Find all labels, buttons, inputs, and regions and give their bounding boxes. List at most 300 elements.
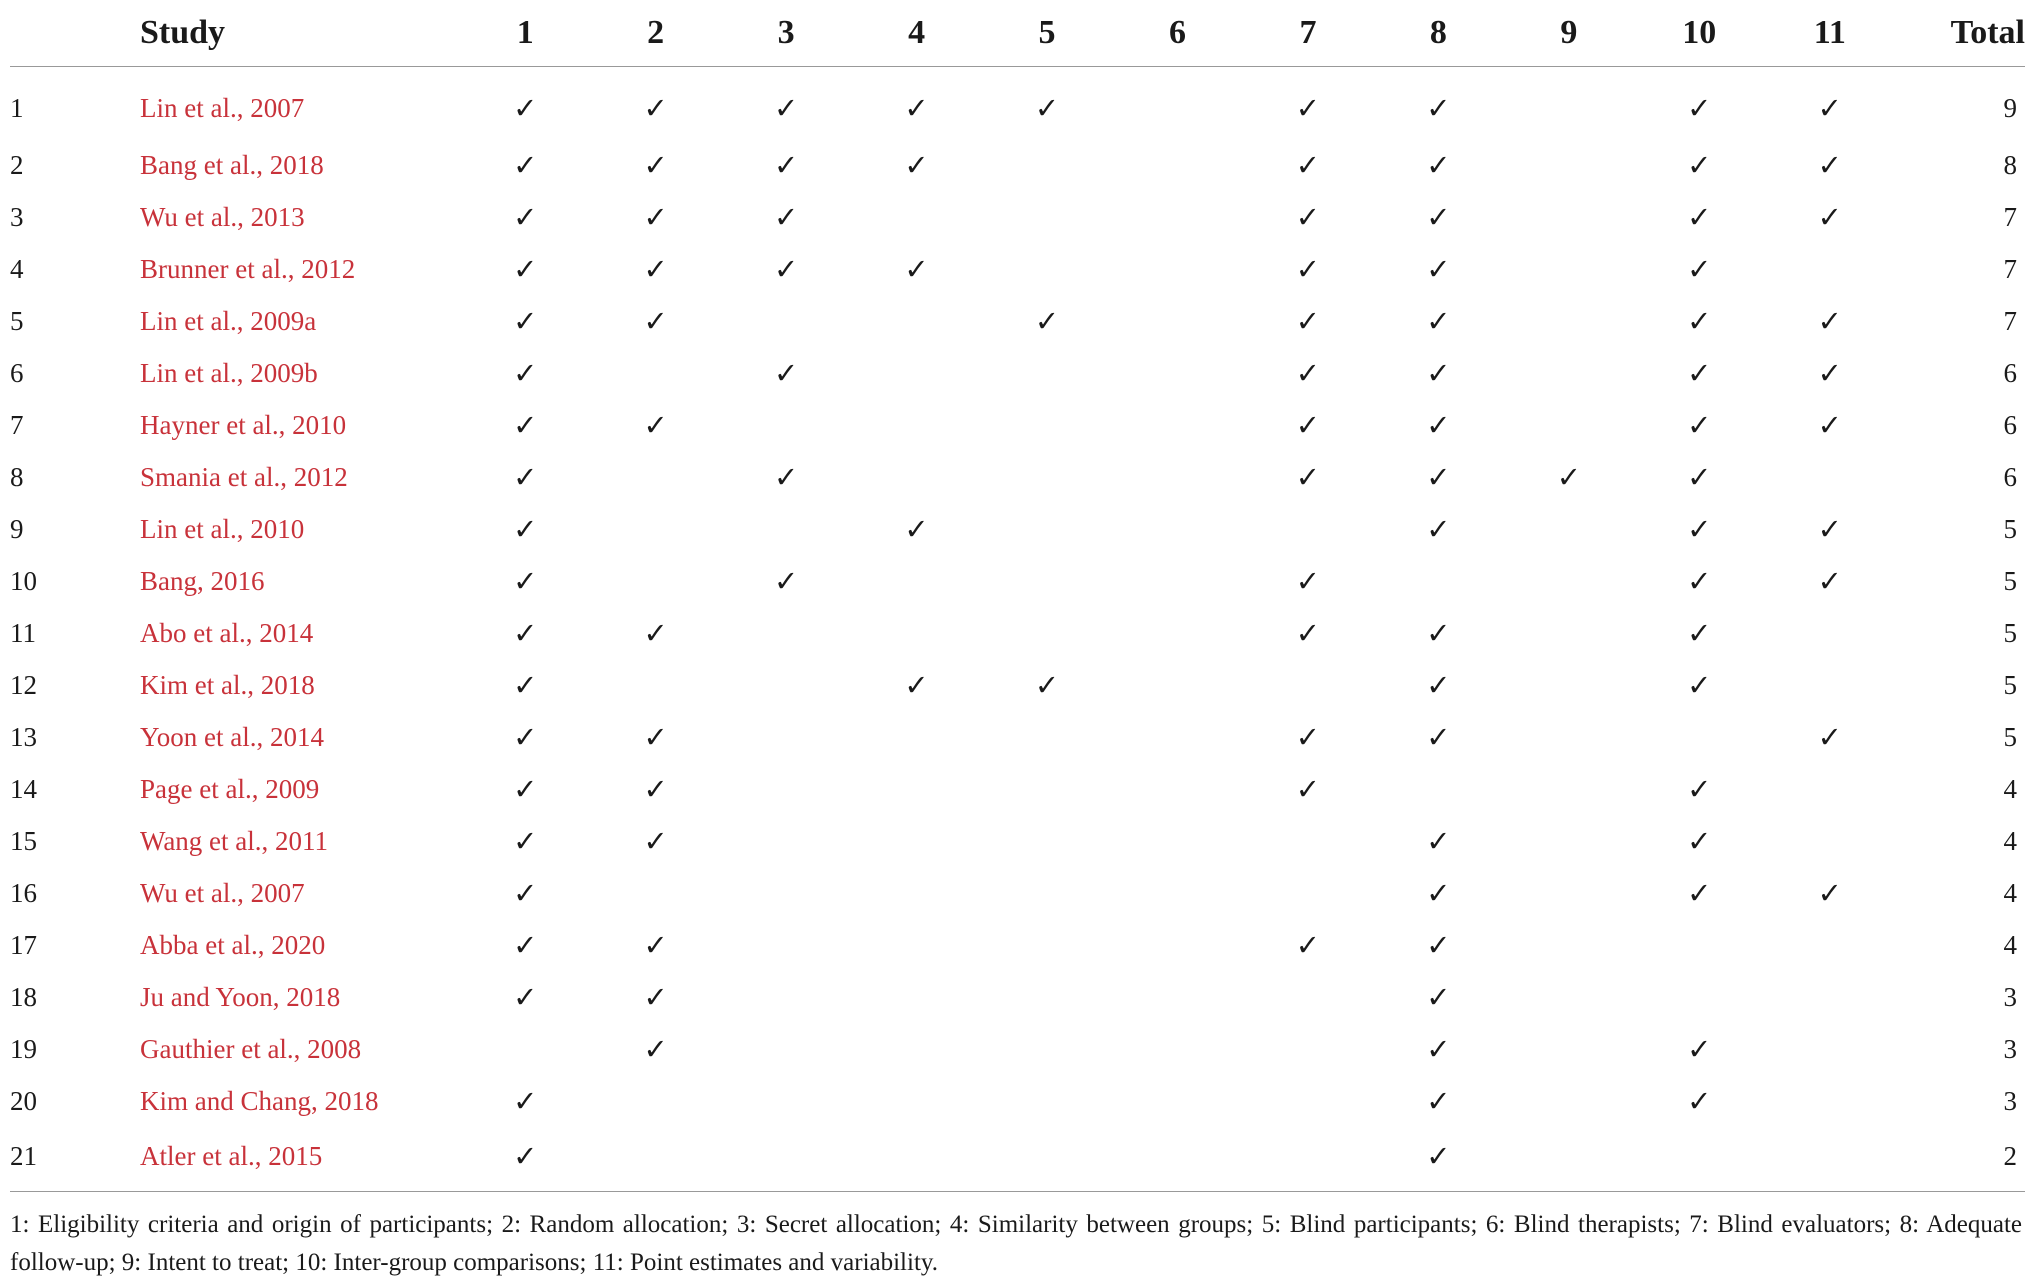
row-number: 7 bbox=[10, 409, 24, 440]
criterion-4-cell bbox=[851, 1075, 981, 1127]
table-footnote: 1: Eligibility criteria and origin of participants; 2: Random allocation; 3: Secret allocation; 4: Similarity between groups; 5: Blind participants; 6: Blind therapists; 7: Blind evaluators; 8: Adequate follow-up; 9: Intent to treat; 10: Inter-group comparisons; 11: Point estimates and variability. bbox=[10, 1211, 2022, 1276]
criterion-11-cell bbox=[1765, 1075, 1895, 1127]
study-cell bbox=[140, 971, 460, 1023]
criterion-2-cell bbox=[590, 815, 720, 867]
checkmark-icon: ✓ bbox=[513, 408, 538, 442]
criterion-11-cell bbox=[1765, 555, 1895, 607]
study-citation-link[interactable]: Page et al., 2009 bbox=[140, 773, 320, 804]
checkmark-icon: ✓ bbox=[1295, 616, 1321, 650]
criterion-3-cell bbox=[721, 451, 851, 503]
criterion-9-cell bbox=[1504, 191, 1634, 243]
header-study: Study bbox=[140, 0, 460, 67]
checkmark-icon: ✓ bbox=[1817, 356, 1842, 390]
criterion-2-cell bbox=[590, 1023, 720, 1075]
study-citation-link[interactable]: Lin et al., 2010 bbox=[140, 513, 305, 544]
criterion-10-cell bbox=[1634, 67, 1764, 140]
checkmark-icon: ✓ bbox=[1817, 91, 1842, 125]
criterion-10-cell bbox=[1634, 607, 1764, 659]
criterion-1-cell bbox=[460, 607, 590, 659]
criterion-2-cell bbox=[590, 971, 720, 1023]
criterion-2-cell bbox=[590, 1127, 720, 1192]
criterion-3-cell bbox=[721, 659, 851, 711]
checkmark-icon: ✓ bbox=[513, 772, 538, 806]
checkmark-icon: ✓ bbox=[1426, 928, 1451, 962]
criterion-8-cell bbox=[1373, 503, 1503, 555]
criterion-3-cell bbox=[721, 139, 851, 191]
criterion-10-cell bbox=[1634, 659, 1764, 711]
checkmark-icon: ✓ bbox=[1687, 148, 1712, 182]
criterion-7-cell bbox=[1243, 763, 1373, 815]
study-citation-link[interactable]: Lin et al., 2009b bbox=[140, 357, 318, 388]
criterion-3-cell bbox=[721, 815, 851, 867]
criterion-7-cell bbox=[1243, 243, 1373, 295]
criterion-7-cell bbox=[1243, 451, 1373, 503]
row-number: 8 bbox=[10, 461, 24, 492]
criterion-1-cell bbox=[460, 711, 590, 763]
row-number: 12 bbox=[10, 669, 37, 700]
criterion-7-cell bbox=[1243, 711, 1373, 763]
checkmark-icon: ✓ bbox=[513, 720, 538, 754]
checkmark-icon: ✓ bbox=[1687, 1084, 1712, 1118]
row-total: 8 bbox=[2003, 149, 2017, 180]
checkmark-icon: ✓ bbox=[513, 1139, 538, 1173]
checkmark-icon: ✓ bbox=[1426, 824, 1451, 858]
criterion-2-cell bbox=[590, 399, 720, 451]
table-row bbox=[10, 399, 2025, 451]
table-row bbox=[10, 1075, 2025, 1127]
criterion-4-cell bbox=[851, 919, 981, 971]
criterion-6-cell bbox=[1112, 1075, 1242, 1127]
study-citation-link[interactable]: Bang et al., 2018 bbox=[140, 149, 324, 180]
checkmark-icon: ✓ bbox=[1426, 720, 1451, 754]
checkmark-icon: ✓ bbox=[1687, 772, 1712, 806]
criterion-5-cell bbox=[982, 815, 1112, 867]
criterion-7-cell bbox=[1243, 555, 1373, 607]
study-citation-link[interactable]: Kim et al., 2018 bbox=[140, 669, 315, 700]
row-number: 15 bbox=[10, 825, 37, 856]
checkmark-icon: ✓ bbox=[773, 460, 799, 494]
study-citation-link[interactable]: Wu et al., 2007 bbox=[140, 877, 305, 908]
criterion-4-cell bbox=[851, 347, 981, 399]
criterion-1-cell bbox=[460, 139, 590, 191]
checkmark-icon: ✓ bbox=[1817, 200, 1842, 234]
study-cell bbox=[140, 347, 460, 399]
criterion-6-cell bbox=[1112, 191, 1242, 243]
criterion-3-cell bbox=[721, 1075, 851, 1127]
criterion-5-cell bbox=[982, 763, 1112, 815]
criterion-6-cell bbox=[1112, 867, 1242, 919]
header-criterion-9: 9 bbox=[1504, 0, 1634, 67]
criterion-11-cell bbox=[1765, 399, 1895, 451]
checkmark-icon: ✓ bbox=[1817, 876, 1842, 910]
criterion-7-cell bbox=[1243, 399, 1373, 451]
checkmark-icon: ✓ bbox=[643, 408, 668, 442]
criterion-7-cell bbox=[1243, 295, 1373, 347]
criterion-8-cell bbox=[1373, 347, 1503, 399]
criterion-1-cell bbox=[460, 67, 590, 140]
criterion-4-cell bbox=[851, 815, 981, 867]
checkmark-icon: ✓ bbox=[1295, 304, 1321, 338]
criterion-8-cell bbox=[1373, 919, 1503, 971]
criterion-4-cell bbox=[851, 503, 981, 555]
criterion-2-cell bbox=[590, 659, 720, 711]
row-total: 4 bbox=[2003, 877, 2017, 908]
criterion-7-cell bbox=[1243, 919, 1373, 971]
table-row bbox=[10, 971, 2025, 1023]
criterion-3-cell bbox=[721, 867, 851, 919]
checkmark-icon: ✓ bbox=[1426, 616, 1451, 650]
checkmark-icon: ✓ bbox=[1817, 408, 1842, 442]
checkmark-icon: ✓ bbox=[1687, 408, 1712, 442]
criterion-1-cell bbox=[460, 1075, 590, 1127]
criterion-1-cell bbox=[460, 503, 590, 555]
criterion-9-cell bbox=[1504, 763, 1634, 815]
checkmark-icon: ✓ bbox=[904, 512, 929, 546]
checkmark-icon: ✓ bbox=[1687, 668, 1712, 702]
checkmark-icon: ✓ bbox=[1295, 148, 1321, 182]
checkmark-icon: ✓ bbox=[643, 304, 668, 338]
checkmark-icon: ✓ bbox=[1817, 564, 1842, 598]
criterion-6-cell bbox=[1112, 659, 1242, 711]
table-row bbox=[10, 815, 2025, 867]
table-row bbox=[10, 555, 2025, 607]
checkmark-icon: ✓ bbox=[904, 148, 929, 182]
study-cell bbox=[140, 191, 460, 243]
criterion-7-cell bbox=[1243, 139, 1373, 191]
criterion-8-cell bbox=[1373, 67, 1503, 140]
study-citation-link[interactable]: Wang et al., 2011 bbox=[140, 825, 329, 856]
criterion-2-cell bbox=[590, 191, 720, 243]
row-total: 6 bbox=[2003, 409, 2017, 440]
criterion-2-cell bbox=[590, 295, 720, 347]
criterion-11-cell bbox=[1765, 659, 1895, 711]
criterion-6-cell bbox=[1112, 1023, 1242, 1075]
checkmark-icon: ✓ bbox=[1295, 928, 1321, 962]
checkmark-icon: ✓ bbox=[643, 91, 668, 125]
table-row bbox=[10, 763, 2025, 815]
checkmark-icon: ✓ bbox=[513, 356, 538, 390]
row-number: 19 bbox=[10, 1033, 37, 1064]
criterion-11-cell bbox=[1765, 139, 1895, 191]
criterion-9-cell bbox=[1504, 139, 1634, 191]
checkmark-icon: ✓ bbox=[1687, 564, 1712, 598]
criterion-6-cell bbox=[1112, 451, 1242, 503]
checkmark-icon: ✓ bbox=[513, 1084, 538, 1118]
criterion-8-cell bbox=[1373, 555, 1503, 607]
table-body bbox=[10, 67, 2025, 1192]
criterion-6-cell bbox=[1112, 1127, 1242, 1192]
row-total: 7 bbox=[2003, 253, 2017, 284]
checkmark-icon: ✓ bbox=[513, 91, 538, 125]
criterion-1-cell bbox=[460, 347, 590, 399]
criterion-5-cell bbox=[982, 607, 1112, 659]
checkmark-icon: ✓ bbox=[513, 148, 538, 182]
criterion-2-cell bbox=[590, 139, 720, 191]
criterion-6-cell bbox=[1112, 711, 1242, 763]
row-total: 7 bbox=[2003, 201, 2017, 232]
study-citation-link[interactable]: Bang, 2016 bbox=[140, 565, 265, 596]
criterion-10-cell bbox=[1634, 1023, 1764, 1075]
criterion-11-cell bbox=[1765, 451, 1895, 503]
criterion-8-cell bbox=[1373, 607, 1503, 659]
criterion-4-cell bbox=[851, 607, 981, 659]
criterion-11-cell bbox=[1765, 295, 1895, 347]
checkmark-icon: ✓ bbox=[643, 720, 668, 754]
checkmark-icon: ✓ bbox=[1426, 1084, 1451, 1118]
criterion-4-cell bbox=[851, 867, 981, 919]
checkmark-icon: ✓ bbox=[1687, 200, 1712, 234]
table-row bbox=[10, 1023, 2025, 1075]
header-criterion-4: 4 bbox=[851, 0, 981, 67]
criterion-10-cell bbox=[1634, 867, 1764, 919]
checkmark-icon: ✓ bbox=[773, 356, 799, 390]
row-total: 5 bbox=[2003, 513, 2017, 544]
checkmark-icon: ✓ bbox=[513, 668, 538, 702]
study-citation-link[interactable]: Brunner et al., 2012 bbox=[140, 253, 356, 284]
criterion-11-cell bbox=[1765, 867, 1895, 919]
study-cell bbox=[140, 607, 460, 659]
criterion-11-cell bbox=[1765, 503, 1895, 555]
criterion-8-cell bbox=[1373, 139, 1503, 191]
checkmark-icon: ✓ bbox=[1426, 200, 1451, 234]
criterion-4-cell bbox=[851, 139, 981, 191]
criterion-3-cell bbox=[721, 295, 851, 347]
checkmark-icon: ✓ bbox=[1295, 408, 1321, 442]
row-number: 17 bbox=[10, 929, 37, 960]
checkmark-icon: ✓ bbox=[1295, 252, 1321, 286]
checkmark-icon: ✓ bbox=[773, 148, 799, 182]
criterion-7-cell bbox=[1243, 659, 1373, 711]
row-total: 2 bbox=[1895, 1127, 2025, 1192]
criterion-9-cell bbox=[1504, 1127, 1634, 1192]
criterion-1-cell bbox=[460, 919, 590, 971]
checkmark-icon: ✓ bbox=[904, 91, 929, 125]
criterion-7-cell bbox=[1243, 1127, 1373, 1192]
row-number: 3 bbox=[10, 201, 24, 232]
criterion-9-cell bbox=[1504, 867, 1634, 919]
checkmark-icon: ✓ bbox=[643, 928, 668, 962]
criterion-6-cell bbox=[1112, 243, 1242, 295]
criterion-1-cell bbox=[460, 191, 590, 243]
header-total: Total bbox=[1895, 0, 2025, 67]
criterion-3-cell bbox=[721, 1023, 851, 1075]
checkmark-icon: ✓ bbox=[513, 564, 538, 598]
criterion-5-cell bbox=[982, 243, 1112, 295]
criterion-4-cell bbox=[851, 711, 981, 763]
criterion-3-cell bbox=[721, 67, 851, 140]
criterion-3-cell bbox=[721, 555, 851, 607]
checkmark-icon: ✓ bbox=[513, 980, 538, 1014]
criterion-8-cell bbox=[1373, 867, 1503, 919]
criterion-7-cell bbox=[1243, 1075, 1373, 1127]
checkmark-icon: ✓ bbox=[643, 616, 668, 650]
checkmark-icon: ✓ bbox=[1817, 512, 1842, 546]
criterion-7-cell bbox=[1243, 503, 1373, 555]
study-citation-link[interactable]: Abo et al., 2014 bbox=[140, 617, 314, 648]
criterion-3-cell bbox=[721, 607, 851, 659]
criterion-10-cell bbox=[1634, 711, 1764, 763]
criterion-1-cell bbox=[460, 295, 590, 347]
criterion-5-cell bbox=[982, 67, 1112, 140]
checkmark-icon: ✓ bbox=[1817, 304, 1842, 338]
study-citation-link[interactable]: Kim and Chang, 2018 bbox=[140, 1085, 379, 1116]
row-number: 16 bbox=[10, 877, 37, 908]
study-cell bbox=[140, 1127, 460, 1192]
criterion-2-cell bbox=[590, 919, 720, 971]
checkmark-icon: ✓ bbox=[1556, 460, 1581, 494]
header-criterion-11: 11 bbox=[1765, 0, 1895, 67]
checkmark-icon: ✓ bbox=[1295, 720, 1321, 754]
criterion-5-cell bbox=[982, 295, 1112, 347]
criterion-5-cell bbox=[982, 1075, 1112, 1127]
row-total: 6 bbox=[2003, 357, 2017, 388]
header-criterion-5: 5 bbox=[982, 0, 1112, 67]
table-row bbox=[10, 503, 2025, 555]
criterion-8-cell bbox=[1373, 399, 1503, 451]
criterion-1-cell bbox=[460, 451, 590, 503]
study-cell bbox=[140, 815, 460, 867]
study-cell bbox=[140, 503, 460, 555]
criterion-9-cell bbox=[1504, 451, 1634, 503]
criterion-5-cell bbox=[982, 971, 1112, 1023]
criterion-4-cell bbox=[851, 67, 981, 140]
criterion-9-cell bbox=[1504, 1023, 1634, 1075]
criterion-2-cell bbox=[590, 503, 720, 555]
criterion-1-cell bbox=[460, 243, 590, 295]
study-cell bbox=[140, 867, 460, 919]
checkmark-icon: ✓ bbox=[1034, 91, 1060, 125]
criterion-9-cell bbox=[1504, 659, 1634, 711]
row-total: 3 bbox=[2003, 1033, 2017, 1064]
criterion-11-cell bbox=[1765, 67, 1895, 140]
checkmark-icon: ✓ bbox=[1426, 876, 1451, 910]
study-cell bbox=[140, 243, 460, 295]
criterion-2-cell bbox=[590, 67, 720, 140]
criterion-5-cell bbox=[982, 711, 1112, 763]
criterion-1-cell bbox=[460, 555, 590, 607]
table-row bbox=[10, 347, 2025, 399]
checkmark-icon: ✓ bbox=[1687, 91, 1712, 125]
criterion-7-cell bbox=[1243, 815, 1373, 867]
checkmark-icon: ✓ bbox=[773, 91, 799, 125]
checkmark-icon: ✓ bbox=[643, 252, 668, 286]
criterion-8-cell bbox=[1373, 815, 1503, 867]
study-citation-link[interactable]: Gauthier et al., 2008 bbox=[140, 1033, 362, 1064]
criterion-10-cell bbox=[1634, 295, 1764, 347]
study-citation-link[interactable]: Lin et al., 2009a bbox=[140, 305, 317, 336]
study-cell bbox=[140, 555, 460, 607]
criterion-1-cell bbox=[460, 1127, 590, 1192]
criterion-11-cell bbox=[1765, 243, 1895, 295]
checkmark-icon: ✓ bbox=[1426, 460, 1451, 494]
checkmark-icon: ✓ bbox=[513, 200, 538, 234]
row-number: 9 bbox=[10, 513, 24, 544]
table-row bbox=[10, 607, 2025, 659]
header-criterion-1: 1 bbox=[460, 0, 590, 67]
criterion-4-cell bbox=[851, 243, 981, 295]
criterion-7-cell bbox=[1243, 1023, 1373, 1075]
header-criterion-10: 10 bbox=[1634, 0, 1764, 67]
criterion-4-cell bbox=[851, 295, 981, 347]
study-citation-link[interactable]: Smania et al., 2012 bbox=[140, 461, 348, 492]
row-number: 10 bbox=[10, 565, 37, 596]
criterion-10-cell bbox=[1634, 451, 1764, 503]
criterion-9-cell bbox=[1504, 607, 1634, 659]
criterion-9-cell bbox=[1504, 1075, 1634, 1127]
header-criterion-2: 2 bbox=[590, 0, 720, 67]
criterion-10-cell bbox=[1634, 919, 1764, 971]
criterion-8-cell bbox=[1373, 659, 1503, 711]
pedro-score-table bbox=[10, 0, 2025, 1192]
checkmark-icon: ✓ bbox=[513, 252, 538, 286]
study-citation-link[interactable]: Yoon et al., 2014 bbox=[140, 721, 325, 752]
criterion-8-cell bbox=[1373, 971, 1503, 1023]
row-total: 3 bbox=[2003, 1085, 2017, 1116]
criterion-11-cell bbox=[1765, 1127, 1895, 1192]
header-criterion-6: 6 bbox=[1112, 0, 1242, 67]
criterion-9-cell bbox=[1504, 399, 1634, 451]
criterion-4-cell bbox=[851, 971, 981, 1023]
checkmark-icon: ✓ bbox=[643, 824, 668, 858]
checkmark-icon: ✓ bbox=[1426, 252, 1451, 286]
checkmark-icon: ✓ bbox=[1687, 304, 1712, 338]
row-total: 3 bbox=[2003, 981, 2017, 1012]
criterion-6-cell bbox=[1112, 763, 1242, 815]
criterion-3-cell bbox=[721, 763, 851, 815]
criterion-9-cell bbox=[1504, 243, 1634, 295]
checkmark-icon: ✓ bbox=[1295, 460, 1321, 494]
criterion-5-cell bbox=[982, 139, 1112, 191]
study-citation-link[interactable]: Ju and Yoon, 2018 bbox=[140, 981, 341, 1012]
criterion-4-cell bbox=[851, 1127, 981, 1192]
criterion-2-cell bbox=[590, 555, 720, 607]
criterion-10-cell bbox=[1634, 243, 1764, 295]
table-row bbox=[10, 659, 2025, 711]
criterion-9-cell bbox=[1504, 711, 1634, 763]
criterion-9-cell bbox=[1504, 67, 1634, 140]
checkmark-icon: ✓ bbox=[513, 616, 538, 650]
study-citation-link[interactable]: Abba et al., 2020 bbox=[140, 929, 326, 960]
criterion-10-cell bbox=[1634, 139, 1764, 191]
study-citation-link[interactable]: Wu et al., 2013 bbox=[140, 201, 305, 232]
study-cell bbox=[140, 763, 460, 815]
criterion-10-cell bbox=[1634, 1075, 1764, 1127]
criterion-3-cell bbox=[721, 399, 851, 451]
checkmark-icon: ✓ bbox=[904, 252, 929, 286]
study-citation-link[interactable]: Atler et al., 2015 bbox=[140, 1140, 323, 1171]
row-total: 6 bbox=[2003, 461, 2017, 492]
criterion-4-cell bbox=[851, 191, 981, 243]
study-citation-link[interactable]: Lin et al., 2007 bbox=[140, 92, 305, 123]
criterion-6-cell bbox=[1112, 815, 1242, 867]
checkmark-icon: ✓ bbox=[1687, 1032, 1712, 1066]
criterion-10-cell bbox=[1634, 815, 1764, 867]
criterion-6-cell bbox=[1112, 139, 1242, 191]
checkmark-icon: ✓ bbox=[513, 928, 538, 962]
checkmark-icon: ✓ bbox=[643, 980, 668, 1014]
checkmark-icon: ✓ bbox=[773, 200, 799, 234]
checkmark-icon: ✓ bbox=[1687, 460, 1712, 494]
checkmark-icon: ✓ bbox=[643, 200, 668, 234]
study-citation-link[interactable]: Hayner et al., 2010 bbox=[140, 409, 347, 440]
checkmark-icon: ✓ bbox=[1295, 564, 1321, 598]
criterion-11-cell bbox=[1765, 347, 1895, 399]
table-row bbox=[10, 451, 2025, 503]
study-cell bbox=[140, 139, 460, 191]
table-row bbox=[10, 295, 2025, 347]
checkmark-icon: ✓ bbox=[1687, 356, 1712, 390]
criterion-6-cell bbox=[1112, 971, 1242, 1023]
